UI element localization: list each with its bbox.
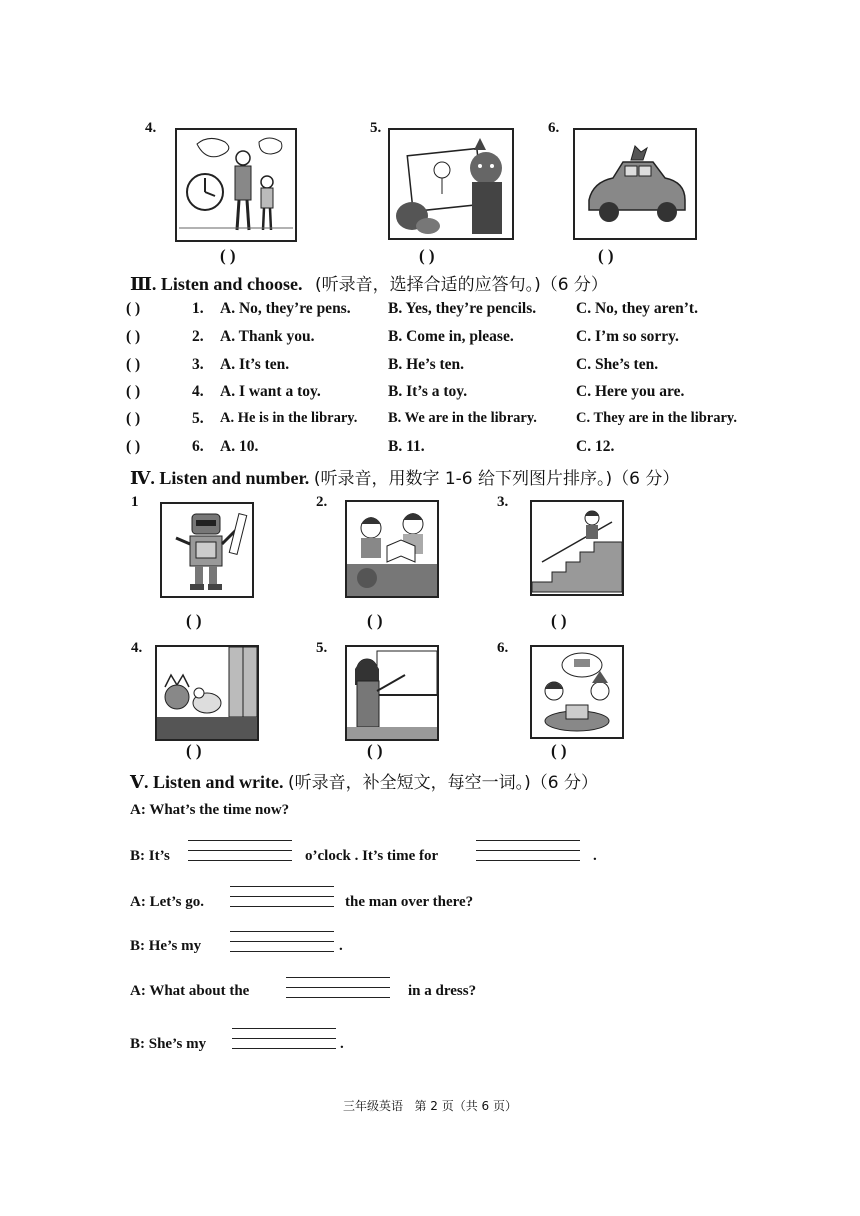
option-a: A. He is in the library.	[220, 410, 358, 426]
question-number: 1.	[192, 300, 204, 317]
option-b: B. Yes, they’re pencils.	[388, 300, 537, 317]
dialogue-line	[130, 894, 204, 911]
section3-instruction: (听录音，选择合适的应答句。)（6 分）	[314, 275, 608, 295]
option-c: C. She’s ten.	[576, 356, 659, 373]
question-row	[0, 383, 860, 407]
answer-parentheses: ( )	[367, 741, 383, 760]
question-row	[0, 438, 860, 462]
answer-parentheses: ( )	[186, 611, 202, 630]
answer-parentheses: ( )	[126, 438, 141, 455]
dialogue-text: He’s my	[148, 938, 202, 954]
section3-heading	[130, 270, 608, 295]
question-number: 3.	[192, 356, 204, 373]
question-row	[0, 300, 860, 324]
option-b: B. It’s a toy.	[388, 383, 468, 400]
answer-blank[interactable]	[476, 840, 580, 861]
toy-car-picture	[573, 128, 697, 240]
section4-title: Ⅳ. Listen and number.	[130, 468, 310, 488]
item-number: 3.	[497, 494, 509, 510]
answer-parentheses: ( )	[367, 611, 383, 630]
answer-parentheses: ( )	[551, 611, 567, 630]
cat-mouse-window-picture	[155, 645, 259, 741]
dialogue-line	[130, 848, 170, 865]
answer-blank[interactable]	[188, 840, 292, 861]
dialogue-text: in a dress?	[408, 983, 477, 999]
option-b: B. He’s ten.	[388, 356, 465, 373]
section5-title: Ⅴ. Listen and write.	[130, 772, 284, 792]
dialogue-text: What’s the time now?	[149, 802, 290, 818]
answer-parentheses: ( )	[126, 383, 141, 400]
option-b: B. Come in, please.	[388, 328, 514, 345]
item-number: 4.	[145, 120, 157, 136]
section3-title: Ⅲ. Listen and choose.	[130, 274, 303, 294]
teacher-blackboard-picture	[345, 645, 439, 741]
question-row	[0, 328, 860, 352]
section5-instruction: (听录音，补全短文，每空一词。)（6 分）	[287, 773, 598, 793]
option-c: C. They are in the library.	[576, 410, 737, 426]
answer-blank[interactable]	[230, 931, 334, 952]
answer-parentheses: ( )	[126, 300, 141, 317]
speaker-label: B:	[130, 1036, 145, 1052]
section4-instruction: (听录音，用数字 1-6 给下列图片排序。)（6 分）	[313, 469, 680, 489]
question-number: 4.	[192, 383, 204, 400]
speaker-label: A:	[130, 802, 146, 818]
dialogue-text: It’s	[148, 848, 170, 864]
dialogue-text: She’s my	[148, 1036, 207, 1052]
answer-parentheses: ( )	[126, 328, 141, 345]
dialogue-text: o’clock . It’s time for	[305, 848, 439, 864]
question-number: 2.	[192, 328, 204, 345]
dialogue-text: What about the	[149, 983, 250, 999]
question-number: 5.	[192, 410, 204, 427]
option-c: C. Here you are.	[576, 383, 685, 400]
option-b: B. We are in the library.	[388, 410, 537, 426]
speaker-label: B:	[130, 848, 145, 864]
option-c: C. 12.	[576, 438, 615, 455]
section5-heading	[130, 768, 598, 793]
item-number: 5.	[316, 640, 328, 656]
dialogue-text: .	[339, 938, 343, 954]
item-number: 1	[131, 494, 139, 510]
page-footer: 三年级英语 第 2 页（共 6 页）	[343, 1099, 517, 1113]
option-a: A. Thank you.	[220, 328, 315, 345]
robot-picture	[160, 502, 254, 598]
option-c: C. No, they aren’t.	[576, 300, 698, 317]
children-cake-picture	[530, 645, 624, 739]
answer-parentheses: ( )	[186, 741, 202, 760]
dialogue-text: .	[340, 1036, 344, 1052]
option-a: A. 10.	[220, 438, 259, 455]
answer-parentheses: ( )	[220, 246, 236, 265]
boy-on-stairs-picture	[530, 500, 624, 596]
option-c: C. I’m so sorry.	[576, 328, 679, 345]
speaker-label: A:	[130, 894, 146, 910]
answer-blank[interactable]	[232, 1028, 336, 1049]
answer-blank[interactable]	[286, 977, 390, 998]
option-a: A. No, they’re pens.	[220, 300, 351, 317]
dialogue-line	[130, 983, 249, 1000]
clock-man-boy-picture	[175, 128, 297, 242]
question-row	[0, 356, 860, 380]
item-number: 2.	[316, 494, 328, 510]
dialogue-text: .	[593, 848, 597, 864]
answer-parentheses: ( )	[126, 410, 141, 427]
speaker-label: A:	[130, 983, 146, 999]
item-number: 5.	[370, 120, 382, 136]
dialogue-text: the man over there?	[345, 894, 474, 910]
item-number: 4.	[131, 640, 143, 656]
two-children-reading-picture	[345, 500, 439, 598]
speaker-label: B:	[130, 938, 145, 954]
question-number: 6.	[192, 438, 204, 455]
dialogue-line	[130, 802, 289, 819]
option-a: A. I want a toy.	[220, 383, 321, 400]
answer-parentheses: ( )	[419, 246, 435, 265]
option-a: A. It’s ten.	[220, 356, 290, 373]
section4-heading	[130, 464, 679, 489]
answer-parentheses: ( )	[551, 741, 567, 760]
cat-mouse-drawing-picture	[388, 128, 514, 240]
answer-parentheses: ( )	[126, 356, 141, 373]
option-b: B. 11.	[388, 438, 425, 455]
answer-parentheses: ( )	[598, 246, 614, 265]
dialogue-text: Let’s go.	[149, 894, 205, 910]
answer-blank[interactable]	[230, 886, 334, 907]
item-number: 6.	[548, 120, 560, 136]
dialogue-line	[130, 1036, 206, 1053]
dialogue-line	[130, 938, 201, 955]
question-row	[0, 410, 860, 434]
item-number: 6.	[497, 640, 509, 656]
